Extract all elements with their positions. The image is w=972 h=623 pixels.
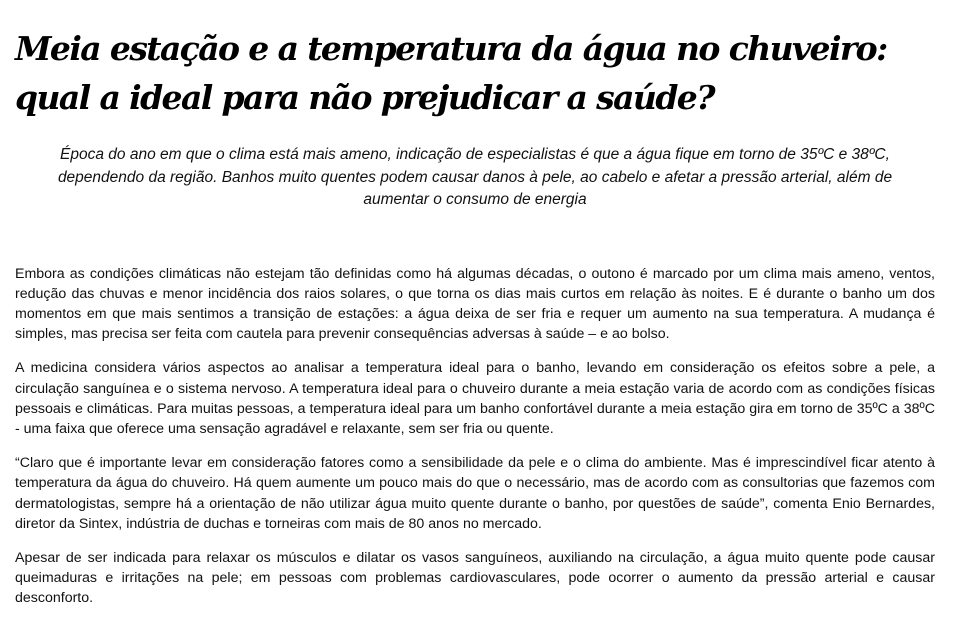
article-paragraph-2: A medicina considera vários aspectos ao analisar a temperatura ideal para o banho, levando em consideração os efeitos sobre a pele, a circulação sanguínea e o sistema nervoso. A temperatura ideal para o chuveiro durante a meia estação varia de acordo com as condições físicas pessoais e climáticas. Para muitas pessoas, a temperatura ideal para um banho confortável durante a meia estação gira em torno de 35ºC a 38ºC - uma faixa que oferece uma sensação agradável e relaxante, sem ser fria ou quente. bbox=[15, 360, 935, 437]
article-paragraph-4: Apesar de ser indicada para relaxar os músculos e dilatar os vasos sanguíneos, auxiliando na circulação, a água muito quente pode causar queimaduras e irritações na pele; em pessoas com problemas cardiovasculares, pode ocorrer o aumento da pressão arterial e causar desconforto. bbox=[15, 549, 935, 607]
article-subtitle: Época do ano em que o clima está mais ameno, indicação de especialistas é que a água fique em torno de 35ºC e 38ºC, dependendo da região. Banhos muito quentes podem causar danos à pele, ao cabelo e afetar a pressão arterial, além de aumentar o consumo de energia bbox=[57, 146, 893, 208]
article-body bbox=[15, 264, 935, 609]
article-headline: Meia estação e a temperatura da água no chuveiro: qual a ideal para não prejudicar a saúde? bbox=[15, 29, 887, 117]
article-paragraph-3: “Claro que é importante levar em consideração fatores como a sensibilidade da pele e o clima do ambiente. Mas é imprescindível ficar atento à temperatura da água do chuveiro. Há quem aumente um pouco mais do que o necessário, mas de acordo com as consultorias que fazemos com dermatologistas, sempre há a orientação de não utilizar água muito quente durante o banho, por questões de saúde”, comenta Enio Bernardes, diretor da Sintex, indústria de duchas e torneiras com mais de 80 anos no mercado. bbox=[15, 455, 935, 532]
article bbox=[15, 0, 935, 623]
article-paragraph-1: Embora as condições climáticas não estejam tão definidas como há algumas décadas, o outono é marcado por um clima mais ameno, ventos, redução das chuvas e menor incidência dos raios solares, o que torna os dias mais curtos em relação às noites. E é durante o banho um dos momentos em que mais sentimos a transição de estações: a água deixa de ser fria e requer um aumento na sua temperatura. A mudança é simples, mas precisa ser feita com cautela para prevenir consequências adversas à saúde – e ao bolso. bbox=[15, 265, 935, 343]
